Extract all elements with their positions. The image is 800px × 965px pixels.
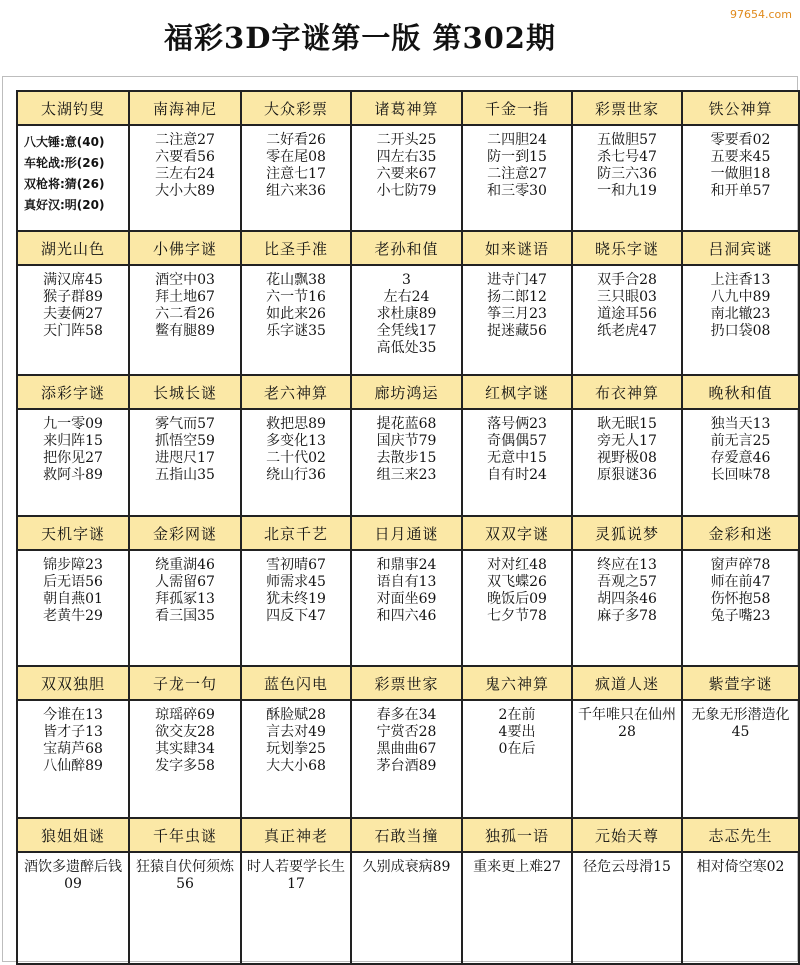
clue-text: 原狠谜36 bbox=[597, 467, 657, 483]
author-name-cell: 添彩字谜 bbox=[17, 375, 129, 409]
clue-cell bbox=[682, 265, 799, 375]
clue-text: 六要来67 bbox=[376, 166, 437, 182]
author-name-cell: 红枫字谜 bbox=[462, 375, 572, 409]
clue-cell bbox=[462, 265, 572, 375]
clue-cell bbox=[682, 409, 799, 516]
clue-list bbox=[683, 410, 798, 484]
clue-text: 吾观之57 bbox=[597, 574, 657, 590]
clue-text: 胡四条46 bbox=[597, 591, 657, 607]
clue-list bbox=[463, 126, 571, 200]
clue-text: 无象无形潜造化45 bbox=[691, 707, 790, 740]
author-name-cell: 紫萱字谜 bbox=[682, 666, 799, 700]
clue-list bbox=[242, 853, 350, 893]
author-name-cell: 大众彩票 bbox=[241, 91, 351, 125]
author-name-cell: 双双字谜 bbox=[462, 516, 572, 550]
clue-text: 防三六36 bbox=[597, 166, 657, 182]
clue-text: 二好看26 bbox=[266, 132, 326, 148]
clue-cell bbox=[17, 700, 129, 818]
author-name-cell: 老孙和值 bbox=[351, 231, 462, 265]
clue-cell bbox=[17, 852, 129, 964]
clue-text: 后无语56 bbox=[43, 574, 103, 590]
author-name-cell: 千金一指 bbox=[462, 91, 572, 125]
author-name-cell: 比圣手准 bbox=[241, 231, 351, 265]
clue-cell bbox=[129, 852, 241, 964]
clue-cell bbox=[572, 409, 682, 516]
clue-text: 欲交友28 bbox=[155, 724, 215, 740]
header-row bbox=[17, 516, 799, 550]
clue-text: 七夕节78 bbox=[487, 608, 547, 624]
clue-text: 抓悟空59 bbox=[155, 433, 215, 449]
clue-list bbox=[573, 266, 681, 340]
clue-text: 久别成衰病89 bbox=[362, 859, 451, 875]
author-name-cell: 志忑先生 bbox=[682, 818, 799, 852]
clue-text: 雪初晴67 bbox=[266, 557, 326, 573]
clue-text: 高低处35 bbox=[376, 340, 437, 356]
clue-text: 四反下47 bbox=[266, 608, 326, 624]
author-name-cell: 长城长谜 bbox=[129, 375, 241, 409]
author-name-cell: 鬼六神算 bbox=[462, 666, 572, 700]
clue-list bbox=[352, 853, 461, 876]
clue-text: 扔口袋08 bbox=[710, 323, 771, 339]
clue-cell bbox=[572, 265, 682, 375]
clue-text: 言去对49 bbox=[266, 724, 326, 740]
clue-text: 朝自燕01 bbox=[43, 591, 103, 607]
author-name-cell: 独孤一语 bbox=[462, 818, 572, 852]
clue-cell bbox=[241, 852, 351, 964]
clue-text: 二四胆24 bbox=[487, 132, 547, 148]
clue-text: 落号俩23 bbox=[487, 416, 547, 432]
clue-row bbox=[17, 852, 799, 964]
clue-cell bbox=[682, 852, 799, 964]
clue-cell bbox=[462, 125, 572, 231]
clue-text: 来归阵15 bbox=[43, 433, 103, 449]
clue-text: 相对倚空寒02 bbox=[696, 859, 785, 875]
author-name-cell: 廊坊鸿运 bbox=[351, 375, 462, 409]
clue-text: 筝三月23 bbox=[487, 306, 547, 322]
clue-text: 晚饭后09 bbox=[487, 591, 547, 607]
clue-text: 防一到15 bbox=[487, 149, 547, 165]
clue-text: 长回味78 bbox=[710, 467, 771, 483]
clue-list bbox=[683, 551, 798, 625]
clue-text: 耿无眠15 bbox=[597, 416, 657, 432]
author-name-cell: 日月通谜 bbox=[351, 516, 462, 550]
clue-cell bbox=[129, 265, 241, 375]
clue-list bbox=[242, 126, 350, 200]
author-name-cell: 如来谜语 bbox=[462, 231, 572, 265]
clue-list bbox=[130, 266, 240, 340]
clue-cell bbox=[241, 409, 351, 516]
clue-cell bbox=[129, 550, 241, 666]
author-name-cell: 双双独胆 bbox=[17, 666, 129, 700]
author-name-cell: 南海神尼 bbox=[129, 91, 241, 125]
clue-text: 进咫尺17 bbox=[155, 450, 215, 466]
clue-text: 组三来23 bbox=[376, 467, 437, 483]
header-row bbox=[17, 818, 799, 852]
clue-text: 左右24 bbox=[383, 289, 430, 305]
clue-cell bbox=[572, 125, 682, 231]
clue-list bbox=[352, 410, 461, 484]
clue-list bbox=[573, 853, 681, 876]
author-name-cell: 太湖钓叟 bbox=[17, 91, 129, 125]
clue-text: 猴子群89 bbox=[43, 289, 103, 305]
clue-list bbox=[18, 551, 128, 625]
clue-text: 茅台酒89 bbox=[376, 758, 437, 774]
clue-text: 宝葫芦68 bbox=[43, 741, 103, 757]
author-name-cell: 布衣神算 bbox=[572, 375, 682, 409]
clue-text: 乐字谜35 bbox=[266, 323, 326, 339]
author-name-cell: 真正神老 bbox=[241, 818, 351, 852]
clue-text: 师在前47 bbox=[710, 574, 771, 590]
clue-text: 二注意27 bbox=[487, 166, 547, 182]
clue-text: 雾气而57 bbox=[155, 416, 215, 432]
clue-text: 2在前 bbox=[498, 707, 536, 723]
clue-list bbox=[242, 410, 350, 484]
author-name-cell: 蓝色闪电 bbox=[241, 666, 351, 700]
clue-text: 注意七17 bbox=[266, 166, 326, 182]
clue-list bbox=[130, 551, 240, 625]
clue-list bbox=[683, 701, 798, 741]
clue-cell bbox=[17, 125, 129, 231]
clue-text: 0在后 bbox=[498, 741, 536, 757]
clue-list bbox=[130, 126, 240, 200]
author-name-cell: 灵狐说梦 bbox=[572, 516, 682, 550]
clue-text: 小七防79 bbox=[376, 183, 437, 199]
clue-text: 黑曲曲67 bbox=[376, 741, 437, 757]
clue-cell bbox=[462, 852, 572, 964]
clue-cell bbox=[572, 550, 682, 666]
author-name-cell: 晓乐字谜 bbox=[572, 231, 682, 265]
clue-list bbox=[463, 266, 571, 340]
clue-text: 如此来26 bbox=[266, 306, 326, 322]
clue-text: 4要出 bbox=[498, 724, 536, 740]
clue-cell bbox=[241, 125, 351, 231]
clue-text: 皆才子13 bbox=[43, 724, 103, 740]
header-row bbox=[17, 375, 799, 409]
author-name-cell: 金彩和迷 bbox=[682, 516, 799, 550]
author-name-cell: 千年虫谜 bbox=[129, 818, 241, 852]
clue-text: 和鼎事24 bbox=[376, 557, 437, 573]
clue-cell bbox=[129, 125, 241, 231]
clue-list bbox=[683, 126, 798, 200]
clue-text: 3 bbox=[402, 272, 411, 288]
clue-text: 琼瑶碎69 bbox=[155, 707, 215, 723]
clue-text: 多变化13 bbox=[266, 433, 326, 449]
clue-cell bbox=[241, 550, 351, 666]
clue-text: 绕山行36 bbox=[266, 467, 326, 483]
author-name-cell: 小佛字谜 bbox=[129, 231, 241, 265]
clue-text: 零要看02 bbox=[710, 132, 771, 148]
clue-text: 三左右24 bbox=[155, 166, 215, 182]
clue-cell bbox=[462, 550, 572, 666]
clue-text: 存爱意46 bbox=[710, 450, 771, 466]
clue-text: 兔子嘴23 bbox=[710, 608, 771, 624]
clue-text: 视野极08 bbox=[597, 450, 657, 466]
clue-text: 旁无人17 bbox=[597, 433, 657, 449]
clue-text: 纸老虎47 bbox=[597, 323, 657, 339]
clue-text: 酒空中03 bbox=[155, 272, 215, 288]
clue-text: 满汉席45 bbox=[43, 272, 103, 288]
clue-text: 发字多58 bbox=[155, 758, 215, 774]
author-name-cell: 老六神算 bbox=[241, 375, 351, 409]
clue-cell bbox=[682, 550, 799, 666]
clue-text: 重来更上难27 bbox=[473, 859, 561, 875]
clue-text: 今谁在13 bbox=[43, 707, 103, 723]
clue-row bbox=[17, 125, 799, 231]
author-name-cell: 彩票世家 bbox=[351, 666, 462, 700]
clue-text: 花山飘38 bbox=[266, 272, 326, 288]
clue-text: 无意中15 bbox=[487, 450, 547, 466]
clue-list bbox=[18, 126, 128, 216]
clue-cell bbox=[462, 409, 572, 516]
author-name-cell: 湖光山色 bbox=[17, 231, 129, 265]
clue-cell bbox=[351, 852, 462, 964]
clue-cell bbox=[351, 700, 462, 818]
clue-text: 大小大89 bbox=[155, 183, 215, 199]
clue-list bbox=[683, 853, 798, 876]
clue-text: 对面坐69 bbox=[376, 591, 437, 607]
clue-text: 二开头25 bbox=[376, 132, 437, 148]
clue-text: 玩划拳25 bbox=[266, 741, 326, 757]
clue-text: 一和九19 bbox=[597, 183, 657, 199]
clue-list bbox=[683, 266, 798, 340]
clue-text: 和四六46 bbox=[376, 608, 437, 624]
clue-text: 和开单57 bbox=[710, 183, 771, 199]
author-name-cell: 狼姐姐谜 bbox=[17, 818, 129, 852]
clue-text: 老黄牛29 bbox=[43, 608, 103, 624]
clue-text: 六一节16 bbox=[266, 289, 326, 305]
clue-cell bbox=[462, 700, 572, 818]
clue-text: 救把思89 bbox=[266, 416, 326, 432]
clue-cell bbox=[241, 700, 351, 818]
header-row bbox=[17, 231, 799, 265]
clue-cell bbox=[351, 265, 462, 375]
clue-text: 师需求45 bbox=[266, 574, 326, 590]
clue-list bbox=[242, 266, 350, 340]
author-name-cell: 元始天尊 bbox=[572, 818, 682, 852]
clue-list bbox=[352, 126, 461, 200]
clue-cell bbox=[129, 700, 241, 818]
clue-list bbox=[130, 701, 240, 775]
clue-text: 伤怀抱58 bbox=[710, 591, 771, 607]
clue-text: 酒饮多遗醉后钱09 bbox=[24, 859, 122, 892]
clue-cell bbox=[572, 852, 682, 964]
clue-list bbox=[130, 410, 240, 484]
clue-text: 进寺门47 bbox=[487, 272, 547, 288]
author-name-cell: 石敢当撞 bbox=[351, 818, 462, 852]
clue-text: 语自有13 bbox=[376, 574, 437, 590]
clue-text: 狂猿自伏何须炼56 bbox=[136, 859, 234, 892]
page-title: 福彩3D字谜第一版 第302期 bbox=[164, 21, 556, 55]
clue-text: 奇偶偶57 bbox=[487, 433, 547, 449]
clue-text: 五做胆57 bbox=[597, 132, 657, 148]
clue-text: 其实肆34 bbox=[155, 741, 215, 757]
clue-text: 救阿斗89 bbox=[43, 467, 103, 483]
clue-text: 九一零09 bbox=[43, 416, 103, 432]
clue-text: 大大小68 bbox=[266, 758, 326, 774]
clue-cell bbox=[129, 409, 241, 516]
clue-row bbox=[17, 409, 799, 516]
clue-text: 锦步障23 bbox=[43, 557, 103, 573]
clue-list bbox=[352, 266, 461, 357]
clue-row bbox=[17, 265, 799, 375]
author-name-cell: 晚秋和值 bbox=[682, 375, 799, 409]
clue-text: 八大锤:意(40) bbox=[24, 135, 105, 149]
clue-list bbox=[573, 701, 681, 741]
clue-text: 双手合28 bbox=[597, 272, 657, 288]
clue-text: 宁赏否28 bbox=[376, 724, 437, 740]
clue-text: 前无言25 bbox=[710, 433, 771, 449]
clue-text: 窗声碎78 bbox=[710, 557, 771, 573]
clue-text: 南北辙23 bbox=[710, 306, 771, 322]
clue-text: 和三零30 bbox=[487, 183, 547, 199]
clue-text: 三只眼03 bbox=[597, 289, 657, 305]
clue-text: 零在尾08 bbox=[266, 149, 326, 165]
clue-list bbox=[18, 701, 128, 775]
puzzle-table bbox=[16, 90, 800, 965]
clue-text: 终应在13 bbox=[597, 557, 657, 573]
clue-text: 天门阵58 bbox=[43, 323, 103, 339]
author-name-cell: 疯道人迷 bbox=[572, 666, 682, 700]
clue-text: 独当天13 bbox=[710, 416, 771, 432]
clue-list bbox=[463, 853, 571, 876]
header-row bbox=[17, 666, 799, 700]
clue-text: 八仙醉89 bbox=[43, 758, 103, 774]
clue-text: 双飞蝶26 bbox=[487, 574, 547, 590]
clue-list bbox=[242, 701, 350, 775]
clue-row bbox=[17, 700, 799, 818]
clue-text: 上注香13 bbox=[710, 272, 771, 288]
clue-cell bbox=[351, 550, 462, 666]
clue-text: 绕重湖46 bbox=[155, 557, 215, 573]
clue-text: 求杜康89 bbox=[376, 306, 437, 322]
clue-list bbox=[352, 551, 461, 625]
clue-cell bbox=[351, 125, 462, 231]
clue-text: 车轮战:形(26) bbox=[24, 156, 105, 170]
clue-text: 一做胆18 bbox=[710, 166, 771, 182]
clue-text: 二十代02 bbox=[266, 450, 326, 466]
clue-list bbox=[18, 410, 128, 484]
clue-text: 人需留67 bbox=[155, 574, 215, 590]
clue-cell bbox=[17, 409, 129, 516]
clue-text: 四左右35 bbox=[376, 149, 437, 165]
clue-text: 径危云母滑15 bbox=[583, 859, 671, 875]
clue-text: 提花蓝68 bbox=[376, 416, 437, 432]
clue-text: 杀七号47 bbox=[597, 149, 657, 165]
clue-text: 千年唯只在仙州28 bbox=[578, 707, 676, 740]
clue-cell bbox=[572, 700, 682, 818]
clue-list bbox=[18, 266, 128, 340]
clue-text: 把你见27 bbox=[43, 450, 103, 466]
author-name-cell: 吕洞宾谜 bbox=[682, 231, 799, 265]
clue-text: 真好汉:明(20) bbox=[24, 198, 105, 212]
clue-list bbox=[352, 701, 461, 775]
clue-list bbox=[242, 551, 350, 625]
clue-text: 六二看26 bbox=[155, 306, 215, 322]
clue-cell bbox=[17, 265, 129, 375]
clue-list bbox=[463, 551, 571, 625]
watermark: 97654.com bbox=[730, 8, 792, 21]
clue-text: 对对红48 bbox=[487, 557, 547, 573]
clue-text: 国庆节79 bbox=[376, 433, 437, 449]
clue-list bbox=[573, 410, 681, 484]
clue-cell bbox=[682, 125, 799, 231]
clue-text: 组六来36 bbox=[266, 183, 326, 199]
header-row bbox=[17, 91, 799, 125]
clue-cell bbox=[17, 550, 129, 666]
clue-text: 八九中89 bbox=[710, 289, 771, 305]
clue-text: 全凭线17 bbox=[376, 323, 437, 339]
clue-list bbox=[463, 701, 571, 758]
clue-text: 去散步15 bbox=[376, 450, 437, 466]
author-name-cell: 彩票世家 bbox=[572, 91, 682, 125]
clue-text: 麻子多78 bbox=[597, 608, 657, 624]
author-name-cell: 铁公神算 bbox=[682, 91, 799, 125]
clue-text: 春多在34 bbox=[376, 707, 437, 723]
clue-text: 道途耳56 bbox=[597, 306, 657, 322]
author-name-cell: 诸葛神算 bbox=[351, 91, 462, 125]
clue-text: 时人若要学长生17 bbox=[247, 859, 345, 892]
clue-text: 自有时24 bbox=[487, 467, 547, 483]
clue-cell bbox=[351, 409, 462, 516]
author-name-cell: 子龙一句 bbox=[129, 666, 241, 700]
clue-text: 六要看56 bbox=[155, 149, 215, 165]
clue-text: 二注意27 bbox=[155, 132, 215, 148]
clue-text: 看三国35 bbox=[155, 608, 215, 624]
clue-text: 五指山35 bbox=[155, 467, 215, 483]
clue-cell bbox=[682, 700, 799, 818]
clue-text: 捉迷藏56 bbox=[487, 323, 547, 339]
clue-text: 夫妻俩27 bbox=[43, 306, 103, 322]
clue-cell bbox=[241, 265, 351, 375]
author-name-cell: 北京千艺 bbox=[241, 516, 351, 550]
clue-list bbox=[130, 853, 240, 893]
clue-text: 双枪将:猜(26) bbox=[24, 177, 105, 191]
clue-text: 犹未终19 bbox=[266, 591, 326, 607]
clue-text: 五要来45 bbox=[710, 149, 771, 165]
clue-list bbox=[573, 126, 681, 200]
clue-row bbox=[17, 550, 799, 666]
clue-text: 鳖有腿89 bbox=[155, 323, 215, 339]
clue-text: 拜土地67 bbox=[155, 289, 215, 305]
clue-list bbox=[463, 410, 571, 484]
clue-list bbox=[18, 853, 128, 893]
clue-list bbox=[573, 551, 681, 625]
author-name-cell: 金彩网谜 bbox=[129, 516, 241, 550]
clue-text: 拜孤冢13 bbox=[155, 591, 215, 607]
author-name-cell: 天机字谜 bbox=[17, 516, 129, 550]
clue-text: 扬二郎12 bbox=[487, 289, 547, 305]
clue-text: 酥脸赋28 bbox=[266, 707, 326, 723]
